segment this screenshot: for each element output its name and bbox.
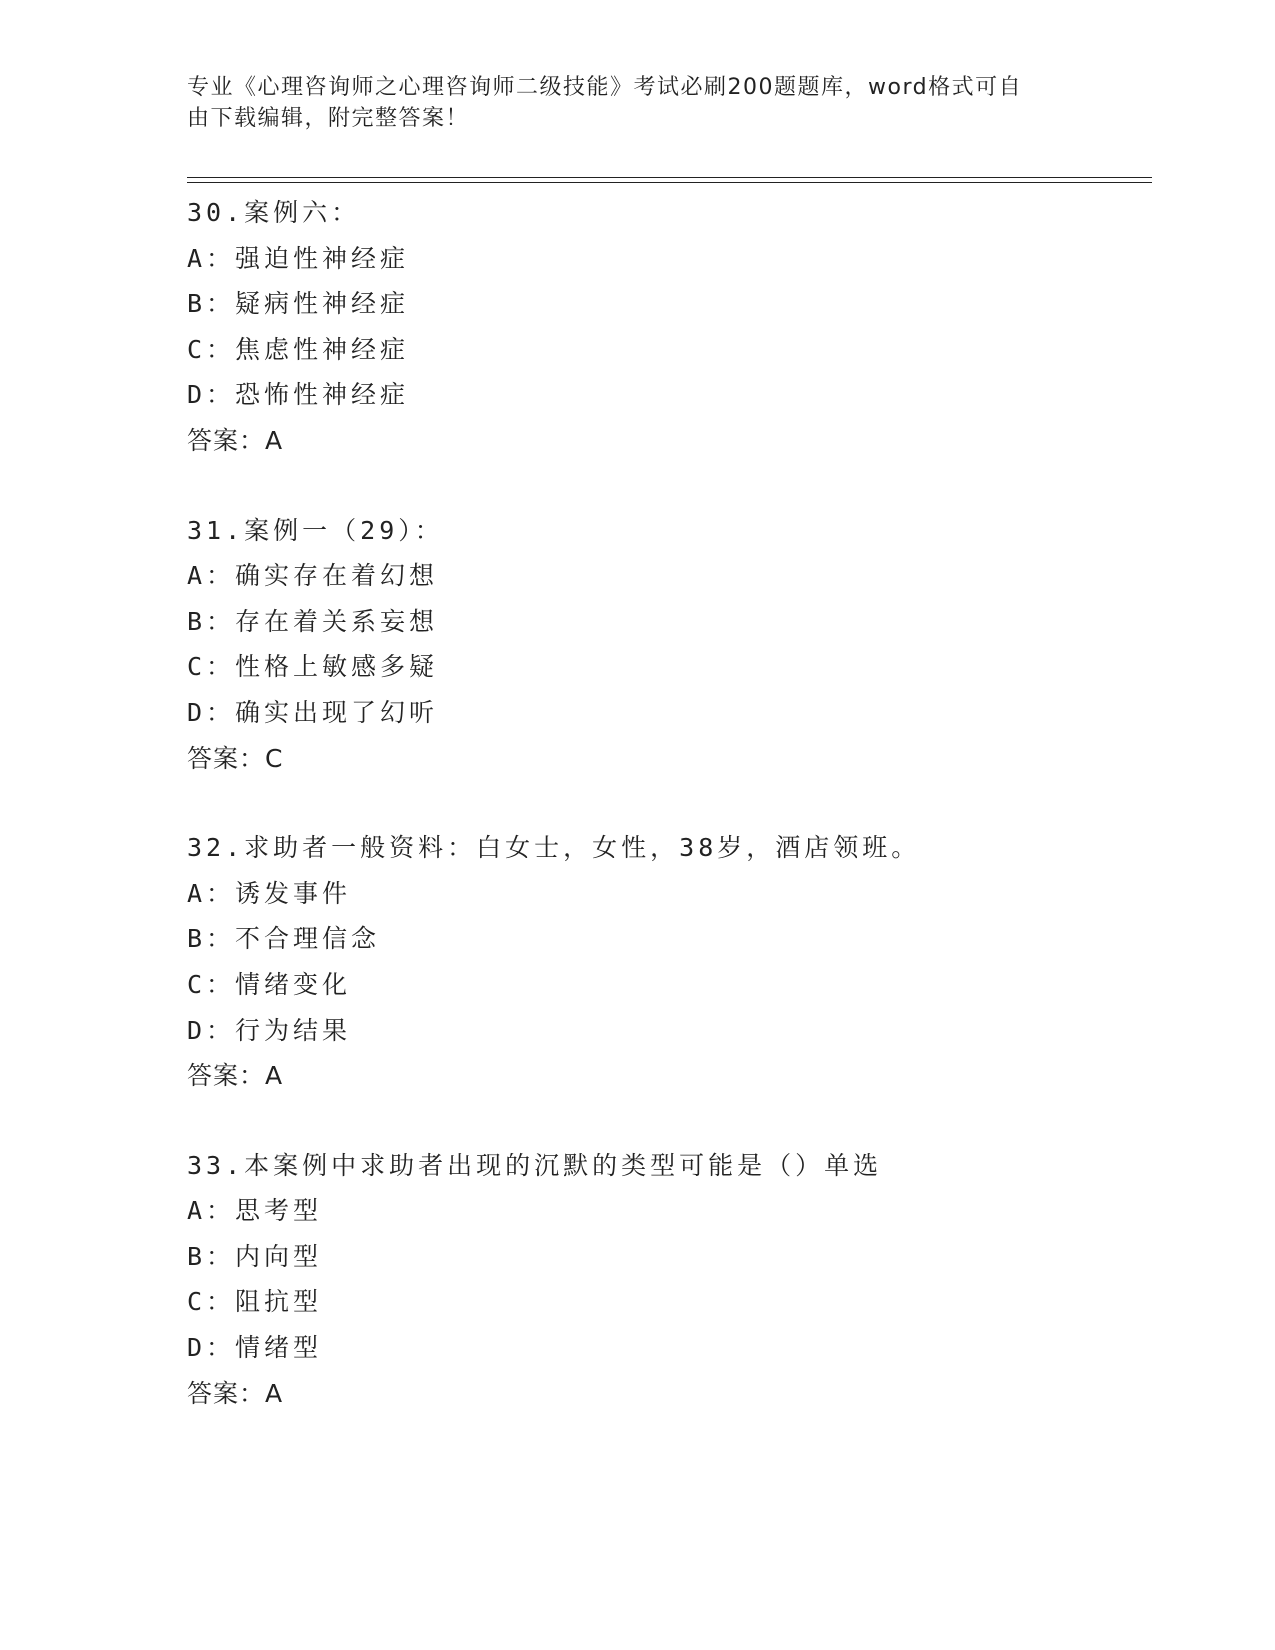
option-a: A：确实存在着幻想 — [187, 561, 439, 591]
header-line-2: 由下载编辑，附完整答案！ — [187, 106, 470, 131]
answer: 答案：C — [187, 743, 284, 773]
option-d: D：行为结果 — [187, 1015, 352, 1045]
option-b: B：存在着关系妄想 — [187, 606, 439, 636]
question-stem: 30.案例六： — [187, 198, 361, 227]
option-a: A：思考型 — [187, 1196, 323, 1226]
question-stem: 31.案例一（29）： — [187, 515, 444, 545]
option-d: D：情绪型 — [187, 1333, 323, 1363]
answer: 答案：A — [187, 1378, 284, 1408]
option-a: A：强迫性神经症 — [187, 243, 410, 273]
question-list — [187, 190, 1152, 1460]
header-line-1: 专业《心理咨询师之心理咨询师二级技能》考试必刷200题题库，word格式可自 — [187, 75, 1023, 100]
option-b: B：不合理信念 — [187, 924, 381, 954]
option-c: C：情绪变化 — [187, 969, 352, 999]
option-d: D：恐怖性神经症 — [187, 380, 410, 410]
question-32 — [187, 825, 1152, 1099]
option-d: D：确实出现了幻听 — [187, 697, 439, 727]
option-b: B：内向型 — [187, 1241, 323, 1271]
question-33 — [187, 1143, 1152, 1417]
answer: 答案：A — [187, 425, 284, 455]
question-30 — [187, 190, 1152, 464]
question-stem: 33.本案例中求助者出现的沉默的类型可能是（）单选 — [187, 1150, 883, 1180]
option-c: C：性格上敏感多疑 — [187, 652, 439, 682]
option-a: A：诱发事件 — [187, 878, 352, 908]
header-divider-top — [187, 177, 1152, 178]
option-c: C：阻抗型 — [187, 1287, 323, 1317]
header-divider-bottom — [187, 182, 1152, 183]
answer: 答案：A — [187, 1061, 284, 1091]
option-b: B：疑病性神经症 — [187, 289, 410, 319]
document-header — [187, 72, 1077, 134]
option-c: C：焦虑性神经症 — [187, 334, 410, 364]
question-stem: 32.求助者一般资料：白女士，女性，38岁，酒店领班。 — [187, 833, 921, 863]
question-31 — [187, 508, 1152, 782]
